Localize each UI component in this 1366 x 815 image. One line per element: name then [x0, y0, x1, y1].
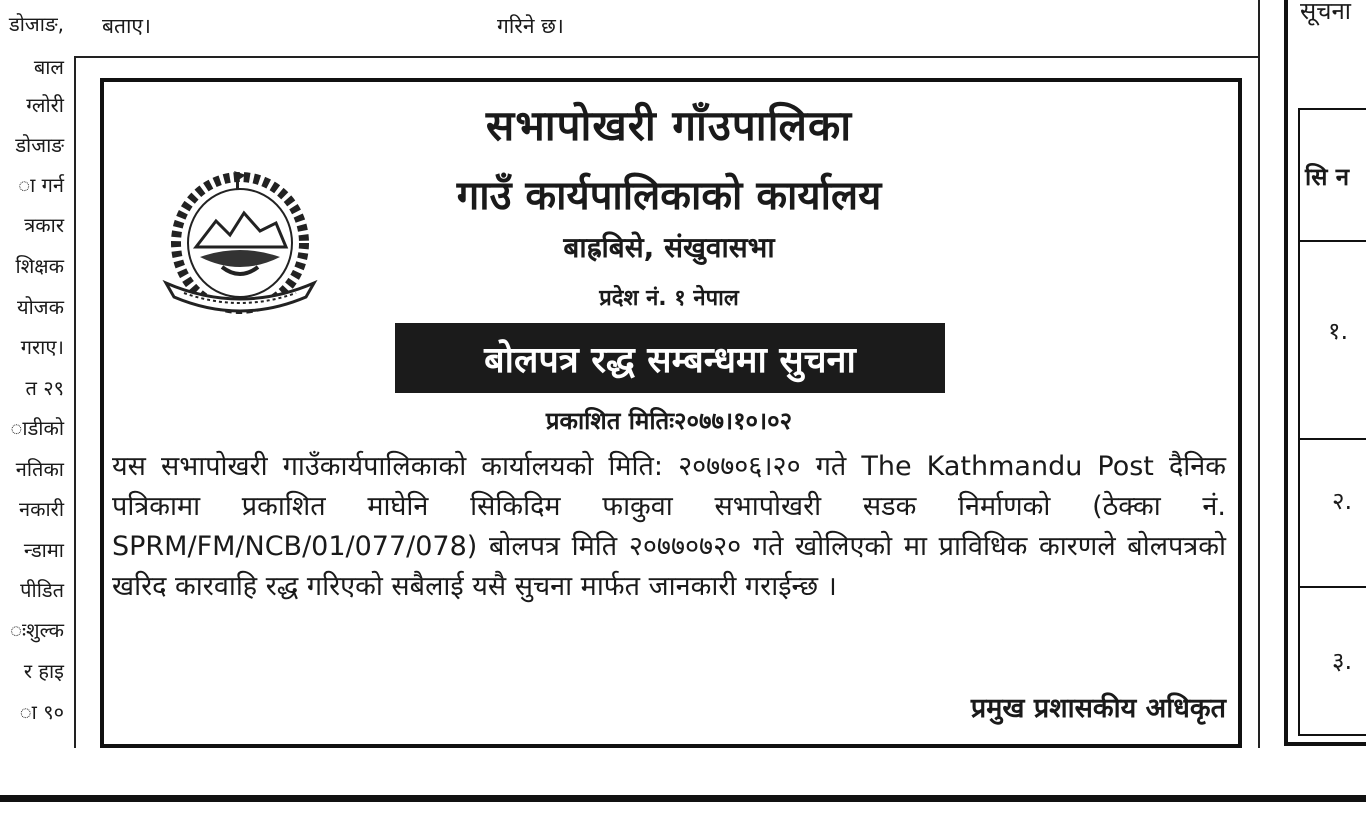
page-bottom-rule: [0, 795, 1366, 802]
left-column-line: डोजाङ,: [9, 12, 64, 36]
left-column-line: गराए।: [20, 335, 64, 359]
column-divider: [74, 58, 76, 748]
table-row-number: १.: [1328, 317, 1349, 345]
org-name-heading: सभापोखरी गाँउपालिका: [485, 101, 853, 150]
left-column-line: त २९: [25, 376, 64, 400]
left-column-line: ा ९०: [19, 700, 64, 724]
notice-title: बोलपत्र रद्ध सम्बन्धमा सुचना: [484, 339, 856, 381]
left-column-line: नतिका: [15, 457, 64, 481]
left-column-line: योजक: [17, 295, 64, 319]
notice-body: यस सभापोखरी गाउँकार्यपालिकाको कार्यालयको मिति: २०७७०६।२० गते The Kathmandu Post दैनिक पत्रिकामा प्रकाशित माघेनि सिकिदिम फाकुवा सभापोखरी सडक निर्माणको (ठेक्का नं. SPRM/FM/NCB/01/077/078) बोलपत्र मिति २०७७०७२० गते खोलिएको मा प्राविधिक कारणले बोलपत्रको खरिद कारवाहि रद्ध गरिएको सबैलाई यसै सुचना मार्फत जानकारी गराईन्छ ।: [112, 451, 1226, 602]
top-fragment-text: गरिने छ।: [497, 14, 564, 38]
left-column-line: पीडित: [20, 578, 64, 602]
clipped-text-line: [760, 0, 1240, 8]
left-column-text: [0, 0, 68, 745]
signature-line: प्रमुख प्रशासकीय अधिकृत: [970, 693, 1226, 724]
notice-title-banner: [395, 323, 945, 393]
province-subheading: प्रदेश नं. १ नेपाल: [599, 286, 739, 311]
left-column-line: ग्लोरी: [26, 93, 64, 117]
table-row-number: २.: [1332, 487, 1353, 515]
office-heading: गाउँ कार्यपालिकाको कार्यालय: [456, 173, 882, 219]
column-divider: [1258, 0, 1260, 748]
adjacent-notice-heading: सूचना: [1300, 0, 1351, 25]
left-column-line: ःशुल्क: [10, 618, 64, 642]
left-column-line: शिक्षक: [15, 254, 64, 278]
left-column-line: ा गर्न: [18, 173, 64, 197]
left-column-line: बाल: [33, 55, 64, 79]
left-column-line: ाडीको: [10, 416, 64, 440]
table-row-divider: [1300, 586, 1366, 588]
table-row-divider: [1300, 240, 1366, 242]
adjacent-notice-table: [1298, 108, 1366, 736]
section-top-rule: [74, 56, 1260, 58]
left-column-line: डोजाङ: [15, 133, 64, 157]
table-row-number: ३.: [1332, 647, 1353, 675]
location-subheading: बाह्रबिसे, संखुवासभा: [563, 231, 775, 264]
published-date: प्रकाशित मितिः२०७७।१०।०२: [545, 407, 793, 435]
table-header-serial: सि न: [1305, 163, 1350, 191]
table-row-divider: [1300, 438, 1366, 440]
left-column-line: त्रकार: [24, 213, 64, 237]
left-column-line: र हाइ: [23, 659, 64, 683]
left-column-line: नकारी: [19, 497, 64, 521]
top-fragment-text: बताए।: [102, 14, 151, 38]
left-column-line: न्डामा: [23, 538, 64, 562]
